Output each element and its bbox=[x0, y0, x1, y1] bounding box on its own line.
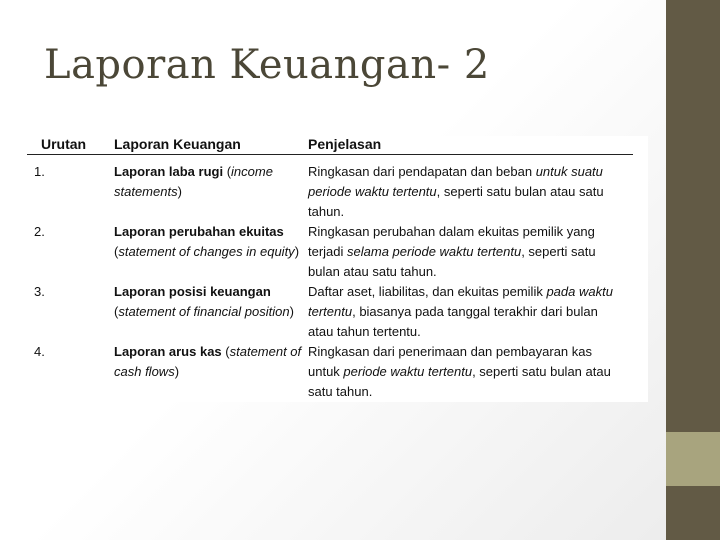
desc-part-2: selama periode waktu tertentu bbox=[347, 244, 522, 259]
report-name-close: ) bbox=[289, 304, 294, 319]
report-name-bold: Laporan perubahan ekuitas bbox=[114, 224, 284, 239]
report-description bbox=[308, 342, 626, 402]
desc-part-1: Ringkasan dari penerimaan dan pembayaran kas untuk bbox=[308, 344, 593, 379]
report-name-bold: Laporan arus kas bbox=[114, 344, 222, 359]
row-number: 3. bbox=[34, 284, 45, 299]
report-name-open: ( bbox=[223, 164, 232, 179]
row-number: 2. bbox=[34, 224, 45, 239]
desc-part-2: untuk suatu periode waktu tertentu bbox=[308, 164, 603, 199]
report-name bbox=[114, 342, 306, 382]
report-name-open: ( bbox=[114, 244, 119, 259]
desc-part-3: , seperti satu bulan atau satu tahun. bbox=[308, 184, 604, 219]
header-explanation: Penjelasan bbox=[308, 136, 382, 152]
report-name bbox=[114, 222, 306, 262]
slide-title: Laporan Keuangan- 2 bbox=[44, 42, 490, 88]
desc-part-1: Ringkasan dari pendapatan dan beban bbox=[308, 164, 536, 179]
report-description bbox=[308, 222, 626, 282]
report-name-english: statement of cash flows bbox=[114, 344, 302, 379]
row-number: 1. bbox=[34, 164, 45, 179]
report-name-bold: Laporan posisi keuangan bbox=[114, 284, 271, 299]
report-name-open: ( bbox=[221, 344, 230, 359]
desc-part-3: , biasanya pada tanggal terakhir dari bulan atau tahun tertentu. bbox=[308, 304, 598, 339]
header-report: Laporan Keuangan bbox=[114, 136, 241, 152]
report-name-english: statement of changes in equity bbox=[118, 244, 295, 259]
row-number: 4. bbox=[34, 344, 45, 359]
report-name bbox=[114, 162, 306, 202]
decorative-side-bar-accent bbox=[666, 432, 720, 486]
desc-part-1: Ringkasan perubahan dalam ekuitas pemilik yang terjadi bbox=[308, 224, 595, 259]
report-name-english: statement of financial position bbox=[118, 304, 290, 319]
desc-part-3: , seperti satu bulan atau satu tahun. bbox=[308, 244, 596, 279]
report-name-close: ) bbox=[174, 364, 180, 379]
report-name-close: ) bbox=[177, 184, 182, 199]
report-description bbox=[308, 282, 626, 342]
report-description bbox=[308, 162, 626, 222]
report-name-close: ) bbox=[294, 244, 300, 259]
report-name bbox=[114, 282, 306, 322]
report-name-open: ( bbox=[114, 304, 119, 319]
desc-part-3: , seperti satu bulan atau satu tahun. bbox=[308, 364, 611, 399]
header-divider bbox=[27, 154, 633, 155]
financial-statements-table bbox=[27, 136, 648, 402]
desc-part-2: periode waktu tertentu bbox=[343, 364, 473, 379]
desc-part-1: Daftar aset, liabilitas, dan ekuitas pemilik bbox=[308, 284, 547, 299]
report-name-bold: Laporan laba rugi bbox=[114, 164, 224, 179]
header-order: Urutan bbox=[41, 136, 87, 152]
desc-part-2: pada waktu tertentu bbox=[308, 284, 613, 319]
report-name-english: income statements bbox=[114, 164, 273, 199]
